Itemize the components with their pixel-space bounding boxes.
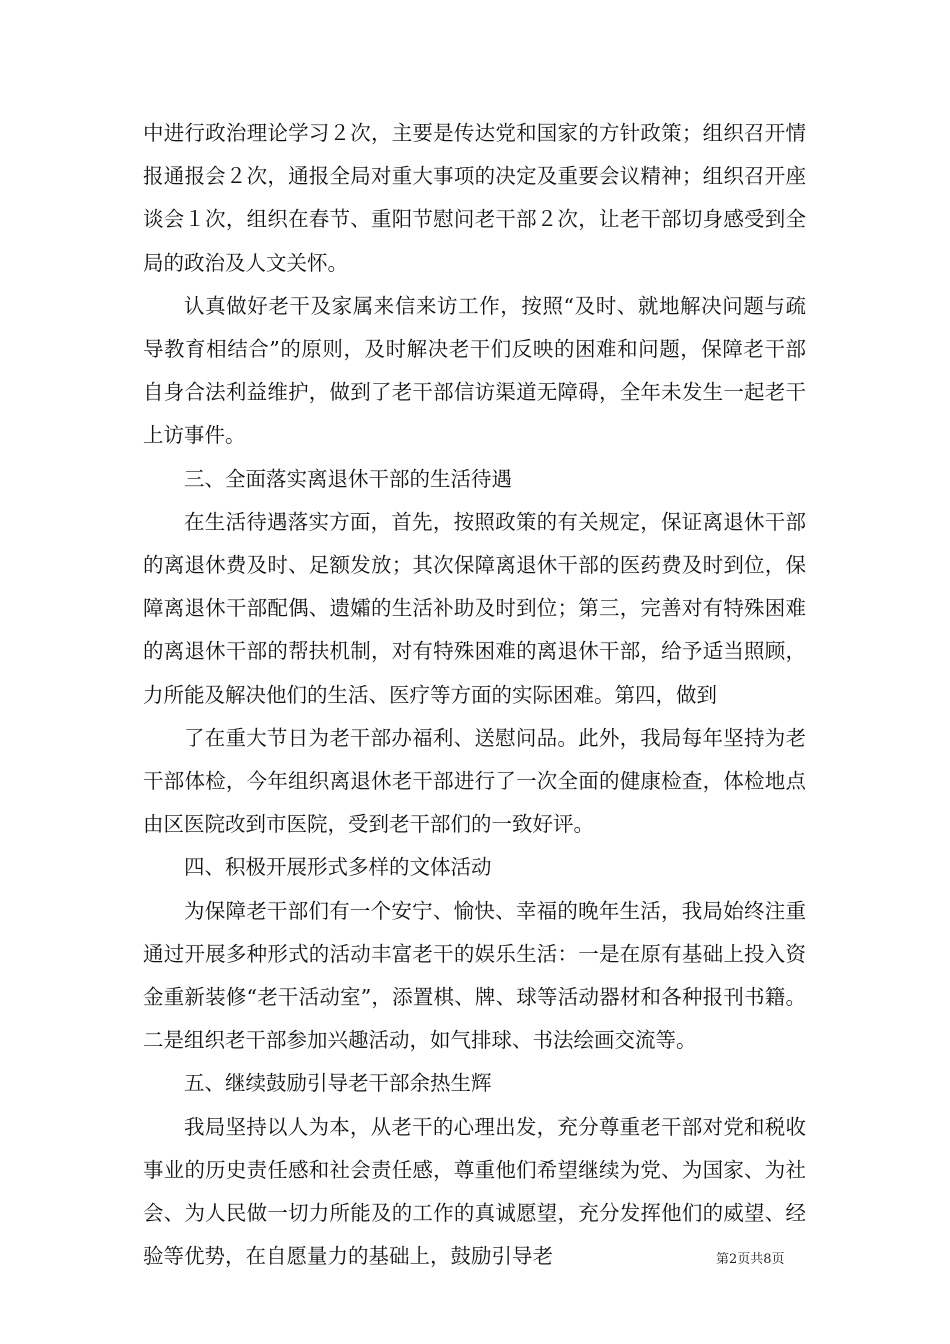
paragraph-1: 中进行政治理论学习２次，主要是传达党和国家的方针政策；组织召开情报通报会２次，通报全局对重大事项的决定及重要会议精神；组织召开座谈会１次，组织在春节、重阳节慰问老干部２次，让老干部切身感受到全局的政治及人文关怀。	[143, 121, 806, 275]
paragraph-2: 认真做好老干及家属来信来访工作，按照“及时、就地解决问题与疏导教育相结合”的原则，及时解决老干们反映的困难和问题，保障老干部自身合法利益维护，做到了老干部信访渠道无障碍，全年未发生一起老干上访事件。	[143, 293, 806, 448]
document-body	[143, 112, 806, 1278]
section-heading-4: 四、积极开展形式多样的文体活动	[184, 855, 492, 880]
page-number-footer: 第2页共8页	[716, 1252, 785, 1267]
section-heading-5: 五、继续鼓励引导老干部余热生辉	[184, 1071, 492, 1096]
paragraph-3: 在生活待遇落实方面，首先，按照政策的有关规定，保证离退休干部的离退休费及时、足额发放；其次保障离退休干部的医药费及时到位，保障离退休干部配偶、遗孀的生活补助及时到位；第三，完善对有特殊困难的离退休干部的帮扶机制，对有特殊困难的离退休干部，给予适当照顾，力所能及解决他们的生活、医疗等方面的实际困难。第四，做到	[143, 509, 806, 707]
paragraph-5: 为保障老干部们有一个安宁、愉快、幸福的晚年生活，我局始终注重通过开展多种形式的活动丰富老干的娱乐生活：一是在原有基础上投入资金重新装修“老干活动室”，添置棋、牌、球等活动器材和各种报刊书籍。二是组织老干部参加兴趣活动，如气排球、书法绘画交流等。	[143, 898, 806, 1053]
paragraph-4: 了在重大节日为老干部办福利、送慰问品。此外，我局每年坚持为老干部体检，今年组织离退休老干部进行了一次全面的健康检查，体检地点由区医院改到市医院，受到老干部们的一致好评。	[143, 725, 806, 837]
paragraph-6: 我局坚持以人为本，从老干的心理出发，充分尊重老干部对党和税收事业的历史责任感和社会责任感，尊重他们希望继续为党、为国家、为社会、为人民做一切力所能及的工作的真诚愿望，充分发挥他们的威望、经验等优势，在自愿量力的基础上，鼓励引导老	[143, 1114, 806, 1269]
section-heading-3: 三、全面落实离退休干部的生活待遇	[184, 466, 512, 491]
